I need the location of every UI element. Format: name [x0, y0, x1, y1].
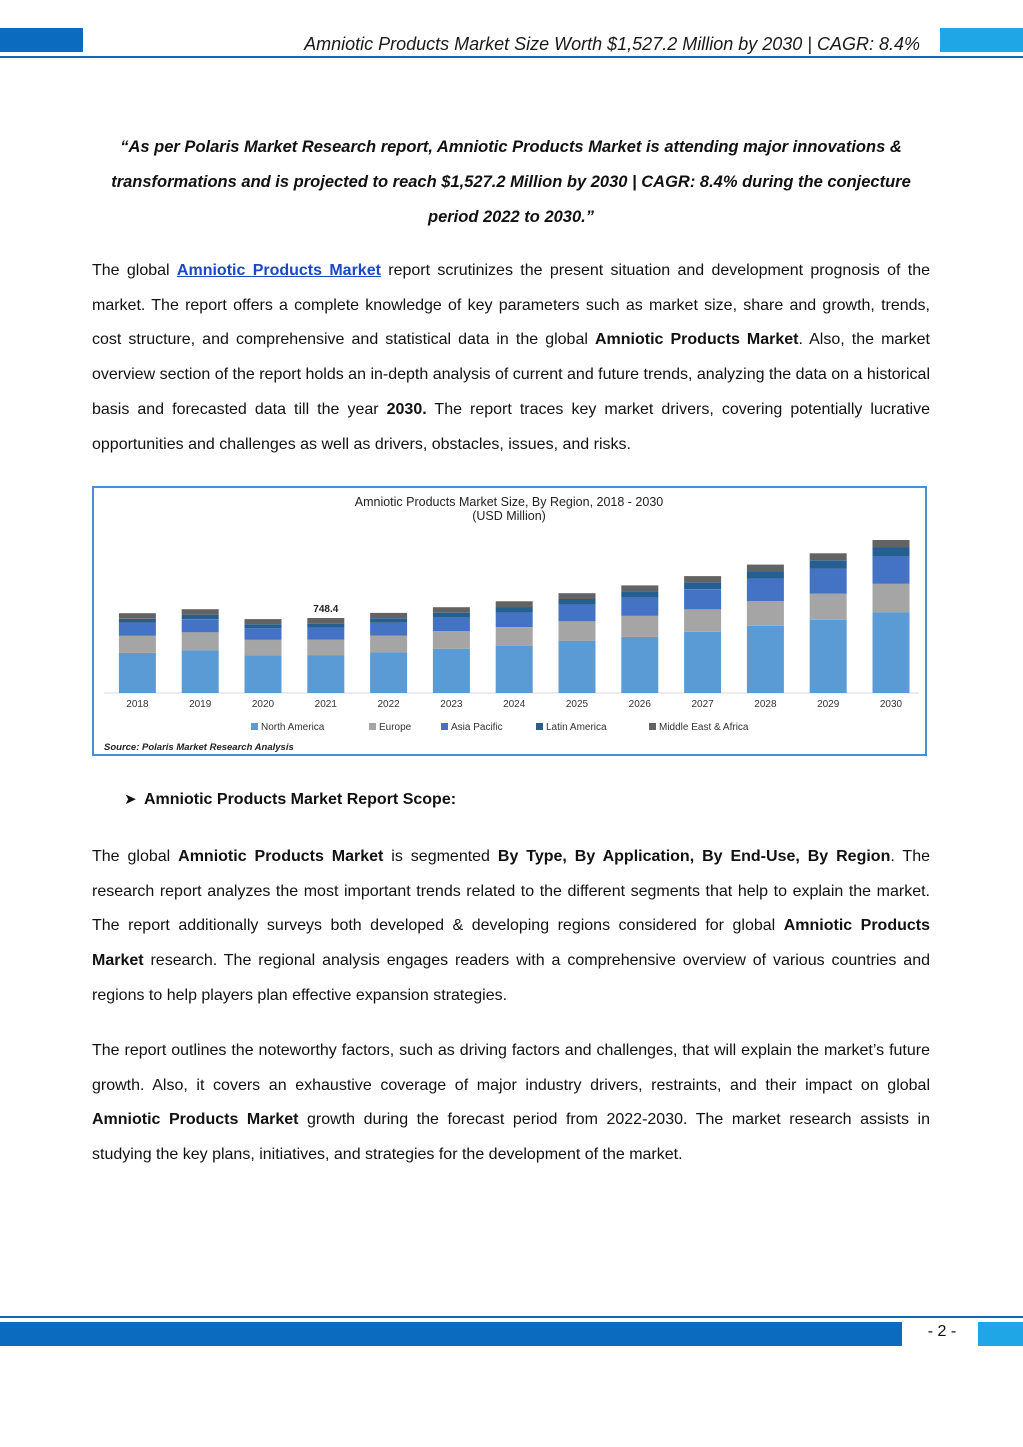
text-run: The global — [92, 848, 179, 865]
chart-title: Amniotic Products Market Size, By Region, 2018 - 2030 — [354, 495, 664, 509]
text-run: report scrutinizes the present situation and development prognosis of the market. The report offers a complete knowledge of key parameters such as market size, share and growth, trends, cost structure, and comprehensive and statistical data in the global — [92, 262, 930, 349]
report-scope-heading — [124, 790, 456, 809]
chart-subtitle: (USD Million) — [472, 509, 546, 523]
bar-segment-2023-1 — [433, 631, 470, 649]
bar-segment-2028-0 — [747, 626, 784, 693]
text-run: . Also, the market overview section of the report holds an in-depth analysis of current and future trends, analyzing the data on a historical basis and forecasted data till the year — [92, 331, 930, 418]
bar-segment-2020-3 — [245, 624, 282, 628]
bar-segment-2025-3 — [559, 599, 596, 605]
quote-line-3: period 2022 to 2030.” — [428, 208, 594, 226]
legend-swatch — [251, 723, 258, 730]
bar-segment-2021-3 — [307, 624, 344, 628]
text-run: The global — [92, 262, 177, 279]
text-run: growth during the forecast period from 2022-2030. The market research assists in studying the key plans, initiatives, and strategies for the development of the market. — [92, 1111, 931, 1164]
arrow-bullet-icon: ➤ — [124, 791, 137, 808]
x-tick-label: 2022 — [377, 699, 400, 710]
bar-segment-2026-4 — [621, 585, 658, 591]
chart-canvas — [94, 488, 925, 754]
bar-segment-2020-4 — [245, 619, 282, 624]
bar-segment-2027-4 — [684, 576, 721, 582]
market-report-link[interactable]: Amniotic Products Market — [176, 262, 381, 279]
page-header-title: Amniotic Products Market Size Worth $1,527.2 Million by 2030 | CAGR: 8.4% — [304, 34, 920, 54]
bar-segment-2028-4 — [747, 565, 784, 572]
text-run: is segmented — [383, 848, 498, 865]
bold-run: Amniotic Products Market — [92, 1111, 299, 1129]
bar-segment-2029-4 — [810, 553, 847, 560]
bar-segment-2029-2 — [810, 569, 847, 594]
bar-segment-2030-4 — [873, 540, 910, 548]
bar-segment-2030-2 — [873, 557, 910, 584]
x-tick-label: 2025 — [565, 699, 589, 710]
bar-segment-2030-3 — [873, 548, 910, 557]
text-run: . The research report analyzes the most important trends related to the different segments that help to explain the market. The report additionally surveys both developed & developing regions considered for global — [92, 848, 930, 935]
bar-segment-2027-0 — [684, 632, 721, 693]
legend-label: Middle East & Africa — [659, 722, 749, 733]
bar-segment-2030-1 — [873, 584, 910, 613]
header-rule — [0, 56, 1023, 58]
footer-rule — [0, 1316, 1023, 1318]
x-tick-label: 2021 — [314, 699, 337, 710]
page-number: - 2 - — [927, 1323, 957, 1340]
text-run: research. The regional analysis engages readers with a comprehensive overview of various countries and regions to help players plan effective expansion strategies. — [92, 952, 930, 1004]
bar-segment-2026-1 — [621, 616, 658, 637]
bar-segment-2024-1 — [496, 627, 533, 646]
bar-segment-2018-2 — [119, 623, 156, 636]
bar-segment-2028-2 — [747, 579, 784, 602]
pull-quote — [92, 130, 930, 235]
header-accent-right — [940, 28, 1023, 52]
legend-label: Asia Pacific — [451, 722, 503, 733]
bold-run: By Type, By Application, By End-Use, By Region — [497, 848, 891, 865]
data-label: 748.4 — [313, 604, 339, 615]
bar-segment-2018-1 — [119, 636, 156, 653]
bar-segment-2022-1 — [370, 636, 407, 653]
chart-legend — [251, 722, 749, 733]
x-tick-label: 2027 — [691, 699, 714, 710]
x-tick-label: 2020 — [251, 699, 275, 710]
scope-heading-text: Amniotic Products Market Report Scope: — [144, 791, 457, 808]
bar-segment-2020-1 — [245, 640, 282, 656]
footer-accent-right — [978, 1322, 1023, 1346]
legend-label: Europe — [379, 722, 412, 733]
x-tick-label: 2019 — [189, 699, 212, 710]
legend-swatch — [536, 723, 543, 730]
chart-x-ticks — [126, 699, 902, 710]
x-tick-label: 2030 — [879, 699, 903, 710]
footer-accent-left — [0, 1322, 902, 1346]
bar-segment-2018-4 — [119, 613, 156, 619]
bar-segment-2023-2 — [433, 618, 470, 632]
bar-segment-2029-0 — [810, 620, 847, 693]
chart-source: Source: Polaris Market Research Analysis — [104, 742, 294, 753]
bar-segment-2022-3 — [370, 618, 407, 623]
bar-segment-2018-3 — [119, 619, 156, 623]
x-tick-label: 2023 — [440, 699, 463, 710]
bar-segment-2026-2 — [621, 598, 658, 616]
text-run: The report traces key market drivers, covering potentially lucrative opportunities and challenges as well as drivers, obstacles, issues, and risks. — [92, 400, 930, 453]
bar-segment-2022-2 — [370, 623, 407, 636]
legend-swatch — [649, 723, 656, 730]
bar-segment-2022-0 — [370, 652, 407, 693]
bar-segment-2025-4 — [559, 593, 596, 599]
legend-label: Latin America — [546, 722, 607, 733]
bar-segment-2019-4 — [182, 609, 219, 615]
x-tick-label: 2024 — [503, 699, 526, 710]
bar-segment-2023-4 — [433, 607, 470, 613]
bar-segment-2030-0 — [873, 612, 910, 693]
bar-segment-2029-1 — [810, 594, 847, 620]
quote-line-1: “As per Polaris Market Research report, Amniotic Products Market is attending major innovations & — [120, 138, 902, 156]
bar-segment-2027-3 — [684, 582, 721, 589]
bar-segment-2027-1 — [684, 609, 721, 632]
legend-swatch — [441, 723, 448, 730]
factors-paragraph — [92, 1034, 930, 1173]
market-size-chart — [92, 486, 927, 756]
bar-segment-2023-0 — [433, 649, 470, 693]
bar-segment-2019-3 — [182, 615, 219, 620]
x-tick-label: 2029 — [817, 699, 840, 710]
bar-segment-2019-2 — [182, 619, 219, 632]
bar-segment-2026-3 — [621, 592, 658, 598]
bar-segment-2021-2 — [307, 628, 344, 640]
bar-segment-2021-0 — [307, 655, 344, 693]
bar-segment-2019-1 — [182, 632, 219, 650]
bar-segment-2024-0 — [496, 646, 533, 693]
bold-run: 2030. — [386, 400, 427, 418]
bar-segment-2020-0 — [245, 655, 282, 693]
bar-segment-2027-2 — [684, 589, 721, 609]
bold-run: Amniotic Products Market — [178, 848, 384, 865]
bar-segment-2020-2 — [245, 628, 282, 640]
bar-segment-2026-0 — [621, 637, 658, 693]
bold-run: Amniotic Products Market — [594, 331, 799, 349]
bold-run: Amniotic Products Market — [92, 917, 931, 970]
bar-segment-2023-3 — [433, 613, 470, 618]
bar-segment-2025-1 — [559, 621, 596, 641]
x-tick-label: 2018 — [126, 699, 149, 710]
bar-segment-2025-0 — [559, 641, 596, 693]
chart-bars — [119, 540, 910, 693]
legend-label: North America — [261, 722, 325, 733]
segmentation-paragraph — [92, 840, 930, 1014]
x-tick-label: 2026 — [628, 699, 651, 710]
bar-segment-2028-3 — [747, 571, 784, 579]
bar-segment-2021-4 — [307, 618, 344, 624]
bar-segment-2025-2 — [559, 605, 596, 622]
intro-paragraph — [92, 254, 930, 462]
bar-segment-2019-0 — [182, 650, 219, 693]
bar-segment-2024-3 — [496, 608, 533, 613]
bar-segment-2018-0 — [119, 653, 156, 693]
text-run: The report outlines the noteworthy factors, such as driving factors and challenges, that will explain the market’s future growth. Also, it covers an exhaustive coverage of major industry drivers, restraints, and their impact on global — [92, 1042, 930, 1094]
bar-segment-2028-1 — [747, 601, 784, 626]
bar-segment-2029-3 — [810, 560, 847, 568]
header-accent-left — [0, 28, 83, 52]
legend-swatch — [369, 723, 376, 730]
bar-segment-2024-2 — [496, 613, 533, 628]
bar-segment-2024-4 — [496, 601, 533, 607]
quote-line-2: transformations and is projected to reach $1,527.2 Million by 2030 | CAGR: 8.4% during the conjecture — [111, 173, 911, 191]
bar-segment-2021-1 — [307, 640, 344, 656]
bar-segment-2022-4 — [370, 613, 407, 618]
x-tick-label: 2028 — [754, 699, 777, 710]
